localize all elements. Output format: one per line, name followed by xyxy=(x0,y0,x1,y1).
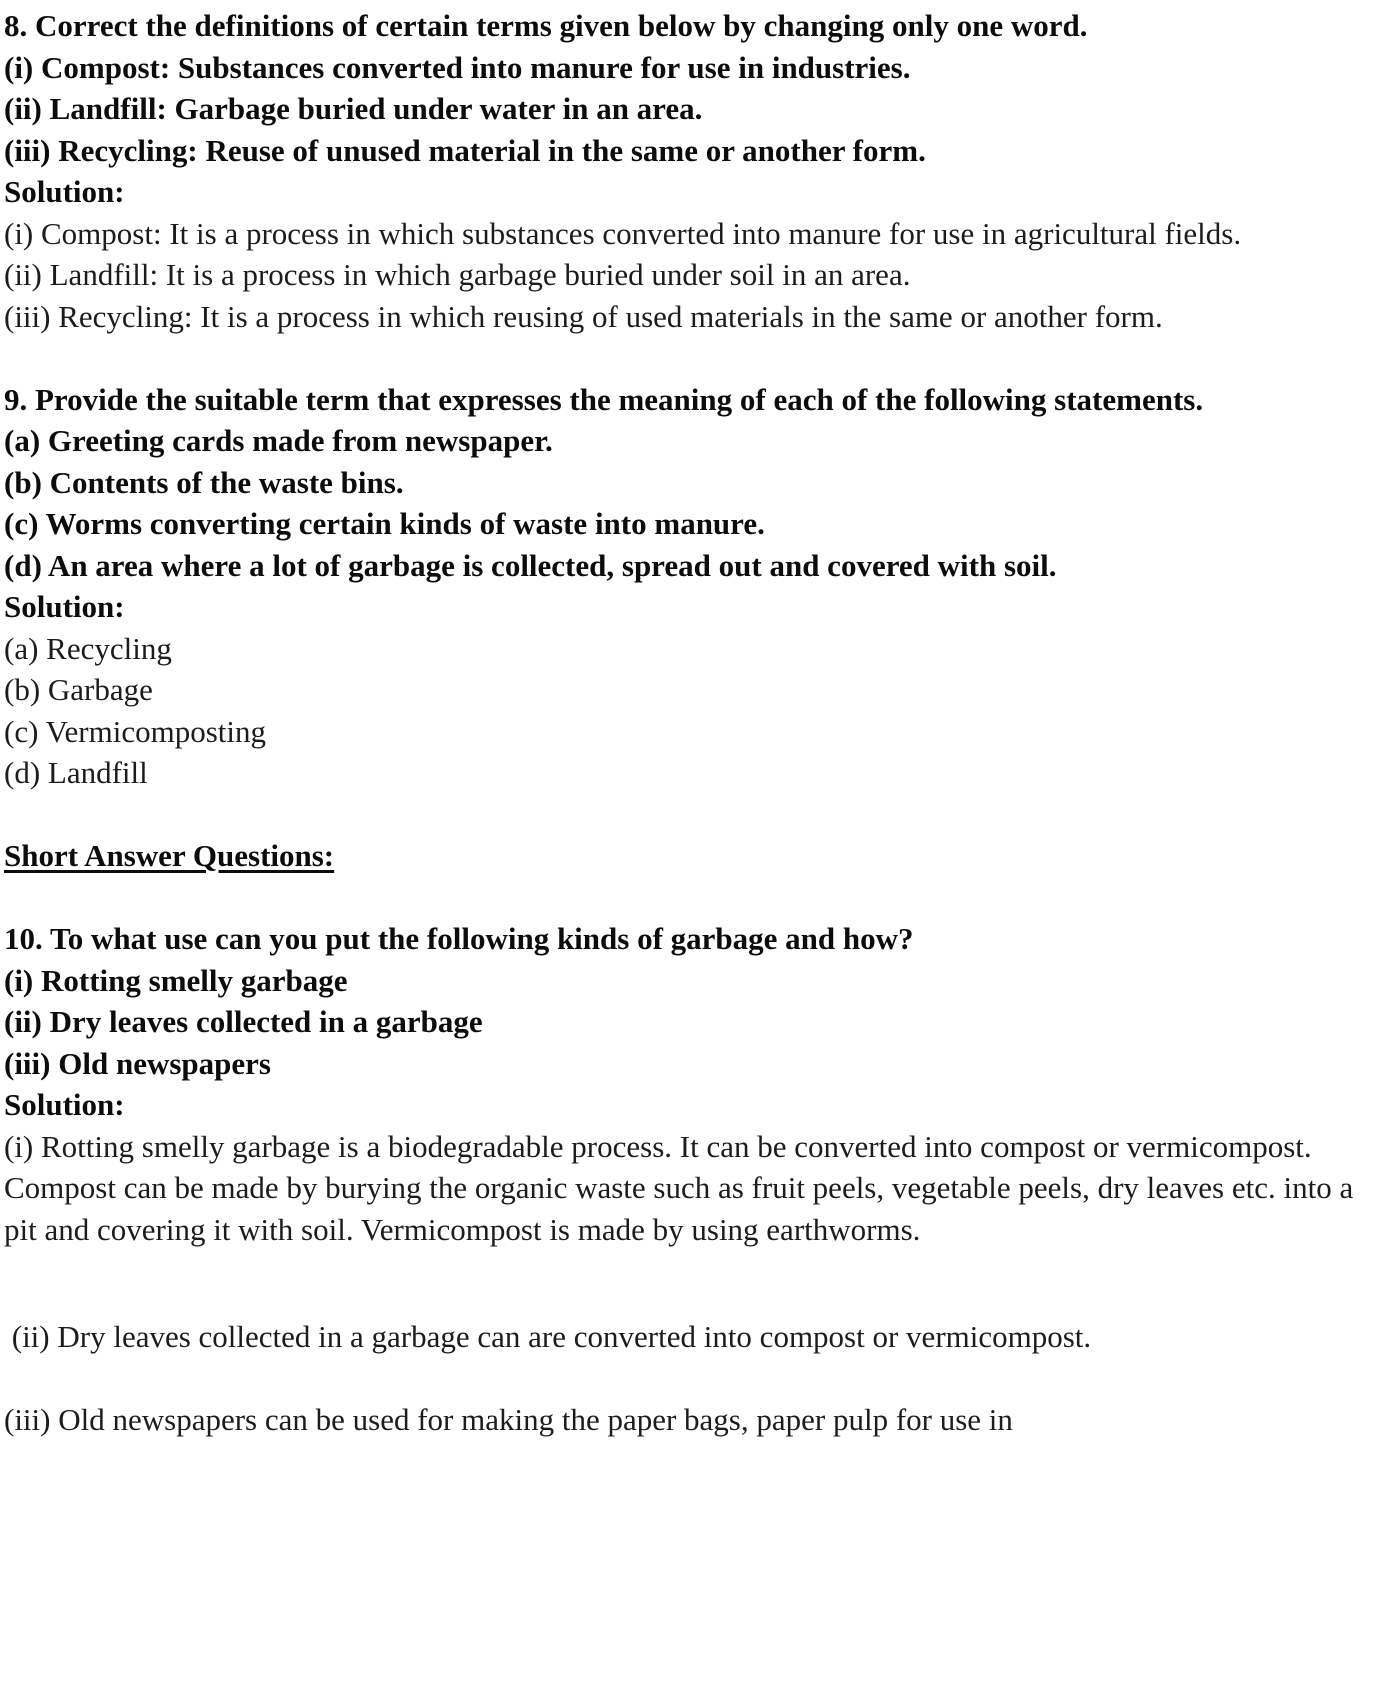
blank-line xyxy=(4,337,1387,379)
q9-item-b: (b) Contents of the waste bins. xyxy=(4,464,404,500)
section-heading-short-answer: Short Answer Questions: xyxy=(4,838,335,873)
q10-item-iii: (iii) Old newspapers xyxy=(4,1045,271,1081)
q8-item-ii: (ii) Landfill: Garbage buried under water in an area. xyxy=(4,91,703,126)
q8-solution-iii: (iii) Recycling: It is a process in which reusing of used materials in the same or another form. xyxy=(4,298,1163,334)
q9-solution-a: (a) Recycling xyxy=(4,630,172,666)
q8-item-iii: (iii) Recycling: Reuse of unused material in the same or another form. xyxy=(4,132,926,168)
q9-title: 9. Provide the suitable term that expresses the meaning of each of the following statements. xyxy=(4,381,1204,417)
q10-item-ii: (ii) Dry leaves collected in a garbage xyxy=(4,1004,483,1039)
q8-title: 8. Correct the definitions of certain terms given below by changing only one word. xyxy=(4,8,1088,43)
q8-solution-i: (i) Compost: It is a process in which substances converted into manure for use in agricultural fields. xyxy=(4,215,1242,251)
document-body xyxy=(4,5,1387,1441)
q9-item-d: (d) An area where a lot of garbage is collected, spread out and covered with soil. xyxy=(4,547,1057,583)
q9-item-a: (a) Greeting cards made from newspaper. xyxy=(4,423,553,458)
q8-solution-ii: (ii) Landfill: It is a process in which garbage buried under soil in an area. xyxy=(4,257,911,292)
blank-line xyxy=(4,794,1387,836)
blank-line xyxy=(4,1358,1387,1400)
blank-line xyxy=(4,1250,1387,1316)
q9-solution-d: (d) Landfill xyxy=(4,755,148,790)
q10-item-i: (i) Rotting smelly garbage xyxy=(4,962,348,998)
q10-title: 10. To what use can you put the following kinds of garbage and how? xyxy=(4,921,914,956)
blank-line xyxy=(4,877,1387,919)
q9-solution-label: Solution: xyxy=(4,589,125,624)
q10-solution-i: (i) Rotting smelly garbage is a biodegradable process. It can be converted into compost or vermicompost. Compost can be made by burying the organic waste such as fruit peels, vegetable peels, dry leaves etc. into a pit and covering it with soil. Vermicompost is made by using earthworms. xyxy=(4,1128,1361,1247)
q8-item-i: (i) Compost: Substances converted into manure for use in industries. xyxy=(4,49,911,85)
q8-solution-label: Solution: xyxy=(4,174,125,209)
q10-solution-ii: (ii) Dry leaves collected in a garbage can are converted into compost or vermicompost. xyxy=(4,1319,1092,1355)
q9-solution-b: (b) Garbage xyxy=(4,672,153,707)
q9-item-c: (c) Worms converting certain kinds of waste into manure. xyxy=(4,506,765,541)
q9-solution-c: (c) Vermicomposting xyxy=(4,713,267,749)
q10-solution-iii: (iii) Old newspapers can be used for making the paper bags, paper pulp for use in xyxy=(4,1402,1013,1438)
q10-solution-label: Solution: xyxy=(4,1087,125,1122)
